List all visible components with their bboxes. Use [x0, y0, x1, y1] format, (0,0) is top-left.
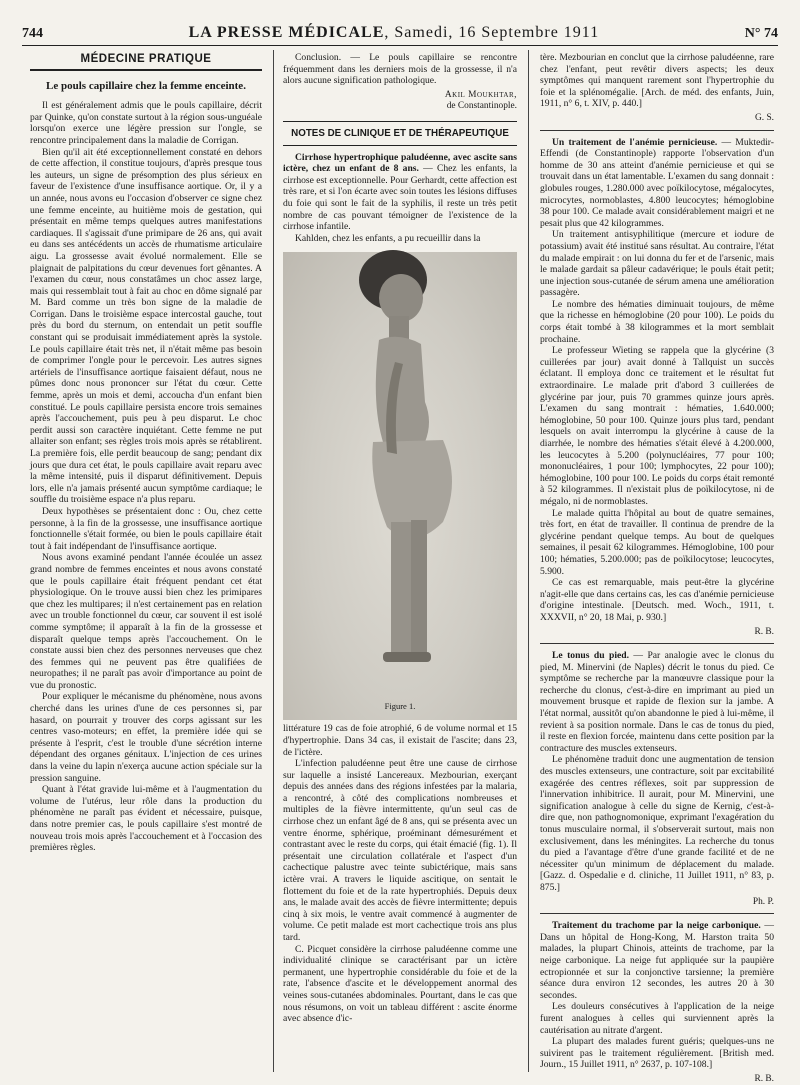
paragraph: tère. Mezbourian en conclut que la cirrhose paludéenne, rare chez l'enfant, peut revêtir divers aspects; les deux symptômes qui manquent rarement sont l'hypertrophie du foie et la splénomégalie. [Arch. de méd. des enfants, Juin, 1911, n° 6, t. XIV, p. 440.] [540, 52, 774, 110]
article [540, 920, 774, 1001]
paragraph: C. Picquet considère la cirrhose paludéenne comme une individualité clinique se caractérisant par un ictère permanent, une hypertrophie considérable du foie et de la rate, l'absence d'ascite et le développement anormal des veines sous-cutanées abdominales. Pourtant, dans le cas que nous résumons, on voit un tableau différent : ascite énorme avec absence d'ic- [283, 943, 517, 1025]
page-number: 744 [22, 26, 43, 41]
figure-photograph [283, 252, 517, 720]
masthead-title: LA PRESSE MÉDICALE [188, 24, 385, 41]
figure-caption: Figure 1. [384, 700, 416, 711]
paragraph: Un traitement antisyphilitique (mercure et iodure de potassium) avait été institué sans résultat. Au contraire, l'état du malade empirait : on lui donna du fer et de l'arsenic, mais le malade gardait sa pâleur cadavérique; le pouls était petit; une injection sous-cutanée de sérum amena une amélioration passagère. [540, 229, 774, 299]
paragraph: Quant à l'état gravide lui-même et à l'augmentation du volume de l'utérus, leur rôle dans la production du phénomène ne paraît pas évident et nécessaire, puisque, dans notre premier cas, le pouls capillaire s'est montré de nouveau trois mois après l'accouchement et à l'occasion des premières règles. [30, 784, 262, 854]
masthead-date: , Samedi, 16 Septembre 1911 [384, 24, 600, 41]
column-divider [273, 50, 274, 1072]
article [540, 137, 774, 230]
signature: R. B. [754, 626, 774, 637]
issue-number: N° 74 [744, 26, 778, 41]
section-title: MÉDECINE PRATIQUE [30, 52, 262, 71]
signature [283, 90, 517, 113]
conclusion: Conclusion. — Le pouls capillaire se rencontre fréquemment dans les derniers mois de la grossesse, il n'a alors aucune signification pathologique. [283, 52, 517, 87]
paragraph: Ce cas est remarquable, mais peut-être la glycérine n'agit-elle que dans certains cas, les cas d'anémie pernicieuse d'origine intestinale. [Deutsch. med. Woch., 1911, t. XXXVII, n° 20, 18 Mai, p. 930.] [540, 577, 774, 623]
paragraph: — Muktedir-Effendi (de Constantinople) rapporte l'observation d'un homme de 30 ans atteint d'anémie pernicieuse et qui se trouvait dans un état lamentable. L'examen du sang donnait : globules rouges, 1.280.000 avec poïkilocytose, mégalocytes, microcytes, normoblastes, 4.800 leucocytes; hémoglobine 38 pour 100. Ce malade avait considérablement maigri et ne pesait plus que 42 kilogrammes. [540, 136, 774, 229]
article-title: Traitement du trachome par la neige carbonique. [552, 920, 761, 932]
paragraph: — Par analogie avec le clonus du pied, M. Minervini (de Naples) décrit le tonus du pied. Ce symptôme se recherche par la manœuvre classique pour la recherche du clonus, c'est-à-dire en imprimant au pied un mouvement brusque et rapide de flexion sur la jambe. A l'état normal, aussitôt qu'on abandonne le pied à lui-même, il revient à sa position normale. Dans le cas de tonus du pied, il reste en flexion forcée, maintenu dans cette position par la contracture des muscles extenseurs. [540, 650, 774, 754]
photograph-child-icon [283, 252, 517, 720]
signature: G. S. [754, 112, 774, 123]
lead-text: — Chez les enfants, la cirrhose est exceptionnelle. Pour Gerhardt, cette affection est très rare, et si l'on écarte avec soin toutes les lésions diffuses du foie qui sont le fait de la syphilis, il reste un très petit nombre de cas pouvant témoigner de l'existence de la cirrhose infantile. [283, 163, 518, 233]
column-2 [283, 52, 517, 1076]
lead-paragraph [283, 152, 517, 233]
article-title: Le pouls capillaire chez la femme enceinte. [46, 79, 246, 92]
section-title: NOTES DE CLINIQUE ET DE THÉRAPEUTIQUE [283, 121, 517, 146]
masthead [189, 24, 600, 42]
paragraph: Bien qu'il ait été exceptionnellement constaté en dehors de cette affection, il constitue toujours, d'après presque tous les auteurs, un signe de présomption des plus sérieux en faveur de l'existence d'une insuffisance aortique. Or, il y a un année, nous avons eu l'occasion d'observer ce signe chez une femme enceinte, au huitième mois de gestation, qui présentait en même temps quelques autres manifestations cardiaques. Il s'agissait d'une primipare de 26 ans, qui avait eu dans ses antécédents un accès de rhumatisme articulaire aigu. La grossesse avait évolué normalement. Elle se plaignait de palpitations du cœur devenues fort gênantes. A l'examen du cœur, nous constatâmes un choc assez large, mais qui ressemblait tout à fait au choc en dôme signalé par M. Bard comme un très bon signe de la maladie de Corrigan. Dans le troisième espace intercostal gauche, tout près du bord du sternum, on entendait un petit souffle constant qui se produisait immédiatement après la systole. Le pouls capillaire était très net, il n'était même pas besoin de comprimer l'ongle pour le percevoir. Les autres signes artériels de l'insuffisance aortique faisaient défaut, nous ne pûmes donc nous prononcer sur l'état du cœur. Cette femme, après un mois et demi, accoucha d'un enfant bien constitué. Le pouls capillaire persista encore trois semaines après l'accouchement, puis peu à peu disparut. Le choc perdit aussi son caractère inquiétant. Cette femme ne put allaiter son enfant; ses règles trois mois après se rétablirent. La première fois, elle perdit beaucoup de sang; pendant dix jours que dura cet état, le pouls capillaire avait reparu avec la même intensité, puis il disparut définitivement. Depuis lors, elle n'a jamais présenté aucun symptôme cardiaque; le souffle du troisième espace n'a plus reparu. [30, 146, 262, 506]
page-header [22, 18, 778, 46]
paragraph: littérature 19 cas de foie atrophié, 6 de volume normal et 15 d'hypertrophie. Dans 34 cas, il existait de l'ascite; dans 23, de l'ictère. [283, 723, 517, 758]
paragraph: L'infection paludéenne peut être une cause de cirrhose sur laquelle a insisté Lancereaux. Mezbourian, exerçant depuis des années dans des régions infestées par la malaria, a rencontré, à côté des complications nombreuses et multiples de la fièvre intermittente, qu'un seul cas de cirrhose chez un enfant âgé de 8 ans, qui se présenta avec un ventre énorme, sphérique, proéminant démesurément et contrastant avec le reste du corps, qui était émacié (fig. 1). Il présentait une circulation collatérale et l'aspect d'un cachectique palustre avec teinte subictérique, mais sans ictère vrai. A travers le liquide ascitique, on sentait le flottement du foie et de la rate hypertrophiés. Depuis deux ans, le malade avait des accès de fièvre intermittente; depuis cinq à six mois, le ventre avait commencé à augmenter de volume. Ce petit malade est mort cachectique trois ans plus tard. [283, 758, 517, 943]
signature: Ph. P. [752, 896, 774, 907]
paragraph: Le phénomène traduit donc une augmentation de tension des muscles extenseurs, une contracture, soit par excitabilité exagérée des centres réflexes, soit par suppression de l'innervation inhibitrice. Il aurait, pour M. Minervini, une signification analogue à celle du signe de Kernig, c'est-à-dire que, non pathognomonique, exprimant l'exagération du tonus musculaire normal, il s'observerait surtout, mais non exclusivement, dans les méningites. La recherche du tonus du pied a l'avantage d'être d'une grande facilité et de ne nécessiter qu'un minimum de déplacement du malade. [Gazz. d. Ospedalie e d. cliniche, 11 Juillet 1911, n° 83, p. 875.] [540, 754, 774, 893]
paragraph: — Dans un hôpital de Hong-Kong, M. Harston traita 50 malades, la plupart Chinois, atteints de trachome, par la neige carbonique. La neige fut appliquée sur la paupière ectropionnée et sur la conjonctive tarsienne; la première séance dura environ 12 secondes, les autres 20 à 30 secondes. [540, 920, 774, 1001]
article-divider [540, 643, 774, 644]
paragraph: Il est généralement admis que le pouls capillaire, décrit par Quinke, qu'on constate surtout à la région sous-unguéale lorsqu'on exerce une légère pression sur l'ongle, se rencontre principalement dans la maladie de Corrigan. [30, 100, 262, 146]
paragraph: Le nombre des hématies diminuait toujours, de même que la richesse en hémoglobine (20 pour 100). Le poids du corps était tombé à 38 kilogrammes et la mort semblait prochaine. [540, 298, 774, 345]
paragraph: La plupart des malades furent guéris; quelques-uns ne suivirent pas le traitement régulièrement. [British med. Journ., 15 Juillet 1911, n° 2637, p. 107-108.] [540, 1036, 774, 1071]
column-1 [30, 52, 262, 1076]
paragraph: Deux hypothèses se présentaient donc : Ou, chez cette personne, à la fin de la grossesse, une insuffisance aortique fonctionnelle s'était formée, ou bien le pouls capillaire était tout à fait indépendant de l'insuffisance aortique. [30, 505, 262, 552]
column-3 [540, 52, 774, 1084]
paragraph: Pour expliquer le mécanisme du phénomène, nous avons cherché dans les urines d'une de ces personnes si, par hasard, on pourrait y trouver des corps agissant sur les centres vaso-moteurs; en effet, la première idée qui se présente à l'esprit, c'est le trouble d'une sécrétion interne dépendant des organes génitaux. L'injection de ces urines dans la veine du lapin n'exerça aucune action spéciale sur la pression sanguine. [30, 691, 262, 784]
article-title: Cirrhose hypertrophique paludéenne, avec ascite sans ictère, chez un enfant de 8 ans. [283, 151, 517, 175]
article-divider [540, 913, 774, 914]
paragraph: Kahlden, chez les enfants, a pu recueillir dans la [295, 232, 481, 244]
article-divider [540, 130, 774, 131]
paragraph: Le professeur Wieting se rappela que la glycérine (3 cuillerées par jour) avait donné à Tallquist un succès éclatant. Il employa donc ce traitement et le résultat fut extraordinaire. Le malade prit d'abord 3 cuillerées de glycérine par jour, puis 70 grammes quinze jours après. L'examen du sang montrait : hématies, 1.640.000; hémoglobine, 50 pour 100. Quinze jours plus tard, pendant lesquels on avait interrompu la glycérine à cause de la diarrhée, le nombre des hématies s'était élevé à 4.200.000, les leucocytes à 5.200 (polynucléaires, 77 pour 100; mononucléaires, 1 pour 100; lymphocytes, 22 pour 100); hémoglobine, 100 pour 100. Le poids du corps était remonté à 52 kilogrammes. Il n'existait plus de poïkilocytose, ni de mégalo, ni de normoblastes. [540, 345, 774, 507]
signature: R. B. [754, 1073, 774, 1084]
article-title: Le tonus du pied. [552, 650, 629, 662]
paragraph: Les douleurs consécutives à l'application de la neige furent analogues à celles qui surviennent après la cautérisation au nitrate d'argent. [540, 1001, 774, 1036]
author-place: de Constantinople. [446, 101, 517, 112]
article-title: Un traitement de l'anémie pernicieuse. [552, 136, 718, 148]
paragraph: Le malade quitta l'hôpital au bout de quatre semaines, très fort, en état de travailler. Il continua de prendre de la glycérine pendant quelque temps. Au bout de quelques semaines, il pesait 62 kilogrammes. Hémoglobine, 100 pour 100; hématies, 5.200.000; pas de poïkilocytose; leucocytes, 5.900. [540, 507, 774, 577]
article [540, 650, 774, 754]
column-divider [528, 50, 529, 1072]
author-name: Akil Moukhtar, [444, 89, 517, 100]
paragraph: Nous avons examiné pendant l'année écoulée un assez grand nombre de femmes enceintes et nous avons constaté que le pouls capillaire était fréquent pendant cet état physiologique. On le trouve aussi bien chez les primipares que chez les multipares; il n'est certainement pas en relation avec un trouble fonctionnel du cœur, car souvent il est isolé comme symptôme; il apparaît à la fin de la grossesse et disparaît quelque temps après l'accouchement. On le constate aussi bien chez des personnes nerveuses que chez des femmes qui ne peuvent pas être qualifiées de neuropathes; il ne paraît pas avoir d'importance au point de vue du pronostic. [30, 552, 262, 691]
